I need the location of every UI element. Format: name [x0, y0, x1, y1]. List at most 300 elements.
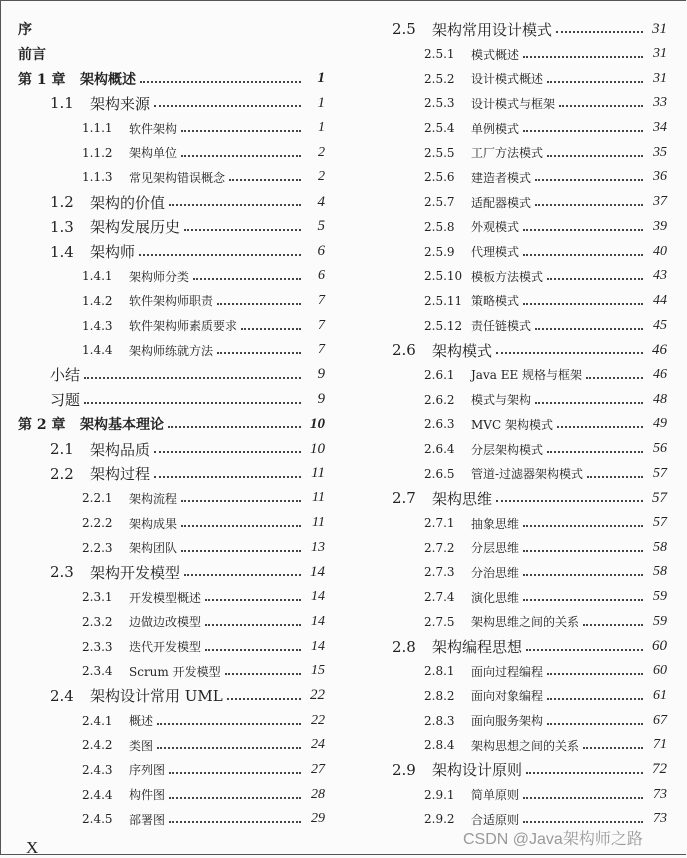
dot-leader — [587, 476, 643, 478]
toc-right-column — [345, 17, 677, 832]
toc-entry — [345, 511, 677, 536]
toc-entry — [345, 289, 677, 314]
dot-leader — [169, 797, 301, 799]
toc-entry-page: 11 — [311, 465, 325, 482]
dot-leader — [241, 328, 301, 330]
toc-entry-page: 9 — [317, 366, 325, 383]
toc-entry-number: 1.1.2 — [82, 145, 113, 160]
toc-entry-title: 架构师练就方法 — [129, 343, 214, 358]
dot-leader — [181, 525, 301, 527]
toc-entry — [345, 585, 677, 610]
dot-leader — [157, 747, 301, 749]
toc-entry-page: 14 — [311, 613, 325, 629]
toc-entry-page: 71 — [653, 737, 667, 753]
dot-leader — [523, 303, 643, 305]
dot-leader — [526, 772, 643, 774]
dot-leader — [547, 723, 643, 725]
toc-entry — [345, 437, 677, 462]
toc-entry-page: 72 — [652, 761, 667, 778]
toc-entry-number: 2.5.3 — [424, 96, 455, 111]
toc-entry-page: 45 — [653, 317, 667, 333]
toc-entry-page: 46 — [652, 341, 667, 358]
toc-entry — [0, 486, 335, 511]
toc-entry-title: MVC 架构模式 — [471, 417, 553, 432]
toc-entry-page: 27 — [311, 761, 325, 777]
toc-entry-page: 13 — [311, 539, 325, 555]
toc-entry-number: 2.2.1 — [82, 491, 113, 506]
dot-leader — [169, 821, 301, 823]
toc-entry-page: 46 — [653, 366, 667, 382]
toc-entry — [0, 610, 335, 635]
dot-leader — [547, 451, 643, 453]
dot-leader — [523, 599, 643, 601]
toc-entry-title: 面向对象编程 — [471, 689, 544, 704]
toc-entry-page: 7 — [318, 317, 325, 333]
dot-leader — [523, 821, 643, 823]
dot-leader — [523, 525, 643, 527]
toc-entry-title: Java EE 规格与框架 — [471, 368, 583, 383]
toc-entry-number: 2.6.5 — [424, 466, 455, 481]
toc-entry — [345, 239, 677, 264]
toc-entry-title: 架构概述 — [80, 71, 136, 88]
toc-entry-number: 2.4 — [50, 686, 74, 705]
toc-entry — [0, 684, 335, 709]
toc-entry-title: 架构过程 — [90, 465, 151, 484]
toc-entry — [0, 659, 335, 684]
toc-entry-title: 抽象思维 — [471, 516, 520, 531]
toc-entry-page: 58 — [653, 539, 667, 555]
toc-entry-number: 2.6.2 — [424, 392, 455, 407]
toc-entry-title: 架构的价值 — [90, 193, 166, 212]
toc-entry-page: 4 — [317, 193, 325, 210]
toc-entry-number: 2.9.1 — [424, 787, 455, 802]
toc-entry-title: 架构师 — [90, 243, 136, 262]
toc-entry-page: 6 — [318, 268, 325, 284]
toc-entry — [345, 42, 677, 67]
toc-entry-number: 2.6 — [392, 341, 416, 360]
footer-page-number: X — [26, 838, 39, 857]
toc-entry — [345, 91, 677, 116]
toc-entry-number: 2.3 — [50, 563, 74, 582]
toc-entry-page: 67 — [653, 712, 667, 728]
toc-entry — [0, 634, 335, 659]
toc-entry-title: 管道-过滤器架构模式 — [471, 467, 584, 482]
toc-entry-page: 11 — [312, 515, 325, 531]
toc-entry-number: 2.5.2 — [424, 71, 455, 86]
dot-leader — [140, 81, 301, 83]
toc-entry-number: 1.1.3 — [82, 170, 113, 185]
toc-entry-title: 架构思想之间的关系 — [471, 738, 580, 753]
toc-entry-page: 2 — [318, 144, 325, 160]
dot-leader — [523, 229, 643, 231]
toc-entry — [345, 733, 677, 758]
dot-leader — [154, 476, 301, 478]
toc-entry-title: 分治思维 — [471, 565, 520, 580]
toc-entry-number: 2.4.4 — [82, 787, 113, 802]
toc-entry-page: 57 — [653, 465, 667, 481]
dot-leader — [84, 377, 301, 379]
toc-entry-page: 22 — [310, 687, 325, 704]
toc-entry — [0, 560, 335, 585]
toc-entry-number: 2.4.2 — [82, 738, 113, 753]
toc-entry-number: 2.2.3 — [82, 540, 113, 555]
toc-entry-number: 序 — [18, 22, 32, 39]
watermark: CSDN @Java架构师之路 — [463, 831, 643, 848]
dot-leader — [523, 130, 643, 132]
toc-entry-number: 1.4.2 — [82, 293, 113, 308]
dot-leader — [535, 328, 643, 330]
toc-entry-number: 2.3.3 — [82, 639, 113, 654]
toc-entry-number: 2.6.4 — [424, 442, 455, 457]
toc-entry — [345, 610, 677, 635]
toc-entry-number: 2.2 — [50, 464, 74, 483]
toc-entry — [345, 782, 677, 807]
toc-entry-page: 43 — [653, 268, 667, 284]
toc-entry-number: 2.8 — [392, 637, 416, 656]
toc-entry-number: 2.5.1 — [424, 47, 455, 62]
toc-entry — [345, 313, 677, 338]
toc-entry-page: 10 — [310, 415, 325, 432]
toc-entry-page: 39 — [653, 218, 667, 234]
toc-entry — [0, 313, 335, 338]
toc-entry — [0, 807, 335, 832]
toc-entry — [345, 17, 677, 42]
toc-entry-title: 演化思维 — [471, 590, 520, 605]
dot-leader — [154, 105, 301, 107]
toc-entry — [0, 387, 335, 412]
toc-entry — [345, 634, 677, 659]
toc-entry-page: 36 — [653, 169, 667, 185]
toc-entry-page: 11 — [312, 490, 325, 506]
toc-entry — [0, 289, 335, 314]
toc-entry-page: 1 — [317, 70, 325, 87]
dot-leader — [557, 426, 643, 428]
toc-entry — [0, 165, 335, 190]
toc-entry-number: 2.7 — [392, 489, 416, 508]
toc-entry-page: 14 — [311, 589, 325, 605]
toc-entry-title: 单例模式 — [471, 121, 520, 136]
toc-entry — [345, 66, 677, 91]
toc-entry-title: 分层思维 — [471, 541, 520, 556]
toc-entry-number: 2.7.1 — [424, 516, 455, 531]
toc-entry — [0, 338, 335, 363]
dot-leader — [217, 352, 301, 354]
toc-entry-page: 48 — [653, 391, 667, 407]
dot-leader — [184, 229, 301, 231]
toc-entry — [345, 338, 677, 363]
dot-leader — [547, 155, 643, 157]
toc-entry-page: 10 — [310, 440, 325, 457]
toc-entry — [345, 684, 677, 709]
toc-entry — [345, 190, 677, 215]
dot-leader — [169, 204, 301, 206]
toc-entry — [345, 215, 677, 240]
toc-entry-number: 前言 — [18, 47, 46, 64]
dot-leader — [496, 500, 643, 502]
dot-leader — [157, 723, 301, 725]
toc-entry — [0, 412, 335, 437]
toc-entry-number: 2.4.3 — [82, 762, 113, 777]
toc-entry-page: 60 — [653, 663, 667, 679]
dot-leader — [84, 402, 301, 404]
toc-entry — [0, 239, 335, 264]
toc-entry — [0, 461, 335, 486]
toc-entry-title: 架构编程思想 — [432, 638, 523, 657]
toc-entry-title: 架构设计常用 UML — [90, 687, 223, 706]
toc-entry — [0, 42, 335, 67]
toc-entry-title: 架构模式 — [432, 341, 493, 360]
toc-entry — [0, 585, 335, 610]
toc-entry-number: 2.7.2 — [424, 540, 455, 555]
toc-entry-title: 工厂方法模式 — [471, 146, 544, 161]
dot-leader — [181, 550, 301, 552]
toc-entry-title: 架构流程 — [129, 491, 178, 506]
toc-entry-title: 分层架构模式 — [471, 442, 544, 457]
toc-entry-number: 1.1.1 — [82, 121, 113, 136]
toc-entry-page: 14 — [310, 563, 325, 580]
toc-entry-title: 小结 — [50, 366, 81, 385]
toc-entry-number: 2.5.6 — [424, 170, 455, 185]
toc-entry-page: 31 — [653, 70, 667, 86]
toc-entry — [0, 437, 335, 462]
toc-entry — [0, 535, 335, 560]
dot-leader — [535, 402, 643, 404]
toc-entry-page: 57 — [653, 515, 667, 531]
dot-leader — [535, 204, 643, 206]
toc-entry-page: 31 — [652, 20, 667, 37]
toc-left-column — [0, 17, 335, 832]
dot-leader — [205, 599, 301, 601]
dot-leader — [181, 500, 301, 502]
toc-entry-number: 2.9.2 — [424, 812, 455, 827]
toc-entry-title: 责任链模式 — [471, 319, 532, 334]
toc-entry-number: 2.7.5 — [424, 614, 455, 629]
toc-entry-number: 2.9 — [392, 760, 416, 779]
toc-entry — [345, 486, 677, 511]
toc-entry-title: 模板方法模式 — [471, 269, 544, 284]
toc-entry-title: 概述 — [129, 714, 154, 729]
dot-leader — [556, 31, 643, 33]
toc-entry-number: 第 1 章 — [18, 71, 66, 88]
toc-entry — [0, 17, 335, 42]
toc-entry-number: 2.3.4 — [82, 664, 113, 679]
toc-entry-page: 5 — [317, 218, 325, 235]
toc-entry — [345, 165, 677, 190]
toc-entry — [345, 659, 677, 684]
toc-entry-title: 架构来源 — [90, 94, 151, 113]
toc-entry-title: 架构开发模型 — [90, 563, 181, 582]
dot-leader — [586, 377, 643, 379]
toc-entry-title: 面向过程编程 — [471, 664, 544, 679]
toc-entry-title: 架构团队 — [129, 541, 178, 556]
toc-entry-page: 7 — [318, 342, 325, 358]
toc-entry-page: 73 — [653, 786, 667, 802]
toc-entry-title: 序列图 — [129, 763, 166, 778]
toc-entry-page: 33 — [653, 95, 667, 111]
toc-entry-number: 1.4.3 — [82, 318, 113, 333]
toc-entry-title: 开发模型概述 — [129, 590, 202, 605]
dot-leader — [523, 254, 643, 256]
dot-leader — [523, 797, 643, 799]
toc-entry-title: 软件架构 — [129, 121, 178, 136]
toc-entry — [345, 461, 677, 486]
toc-entry-title: 架构基本理论 — [80, 417, 164, 434]
dot-leader — [205, 649, 301, 651]
toc-entry-page: 2 — [318, 169, 325, 185]
toc-entry-page: 34 — [653, 120, 667, 136]
dot-leader — [523, 550, 643, 552]
toc-entry-title: 模式与架构 — [471, 393, 532, 408]
toc-entry — [0, 215, 335, 240]
toc-entry-title: 部署图 — [129, 812, 166, 827]
toc-entry-number: 2.8.1 — [424, 664, 455, 679]
toc-entry — [345, 708, 677, 733]
dot-leader — [547, 673, 643, 675]
toc-entry — [345, 412, 677, 437]
toc-entry-number: 2.2.2 — [82, 516, 113, 531]
toc-entry-number: 1.4 — [50, 242, 74, 261]
toc-entry-title: 架构思维 — [432, 489, 493, 508]
toc-entry-title: 简单原则 — [471, 788, 520, 803]
toc-entry-page: 59 — [653, 613, 667, 629]
toc-entry-number: 2.5.8 — [424, 219, 455, 234]
toc-entry-number: 1.1 — [50, 94, 74, 113]
toc-entry-page: 40 — [653, 243, 667, 259]
toc-entry-page: 7 — [318, 292, 325, 308]
toc-entry — [345, 387, 677, 412]
toc-entry-page: 9 — [317, 391, 325, 408]
toc-entry-number: 2.4.5 — [82, 812, 113, 827]
toc-entry-page: 49 — [653, 416, 667, 432]
toc-entry — [0, 116, 335, 141]
dot-leader — [559, 105, 643, 107]
dot-leader — [496, 352, 643, 354]
toc-entry-number: 1.2 — [50, 193, 74, 212]
dot-leader — [583, 747, 643, 749]
toc-entry-title: 架构发展历史 — [90, 218, 181, 237]
toc-entry-number: 2.5.9 — [424, 244, 455, 259]
toc-entry — [0, 264, 335, 289]
toc-entry — [0, 140, 335, 165]
toc-entry — [0, 66, 335, 91]
toc-entry-number: 2.3.1 — [82, 590, 113, 605]
toc-entry-title: 架构品质 — [90, 440, 151, 459]
toc-entry — [0, 708, 335, 733]
toc-entry — [345, 560, 677, 585]
toc-entry-number: 第 2 章 — [18, 417, 66, 434]
toc-entry-title: 建造者模式 — [471, 170, 532, 185]
toc-entry — [0, 511, 335, 536]
toc-entry-title: 软件架构师职责 — [129, 294, 214, 309]
dot-leader — [229, 179, 301, 181]
toc-entry-title: 模式概述 — [471, 47, 520, 62]
toc-entry-page: 60 — [652, 638, 667, 655]
toc-entry-page: 73 — [653, 811, 667, 827]
toc-entry-title: 代理模式 — [471, 245, 520, 260]
toc-entry-number: 2.3.2 — [82, 614, 113, 629]
toc-entry-number: 2.7.3 — [424, 565, 455, 580]
dot-leader — [139, 254, 301, 256]
toc-entry-number: 2.6.3 — [424, 417, 455, 432]
dot-leader — [535, 179, 643, 181]
toc-entry-page: 6 — [317, 243, 325, 260]
toc-entry-page: 22 — [311, 712, 325, 728]
toc-entry-title: 习题 — [50, 391, 81, 410]
dot-leader — [227, 698, 301, 700]
toc-entry — [0, 758, 335, 783]
toc-entry-number: 2.4.1 — [82, 713, 113, 728]
toc-entry-page: 56 — [653, 441, 667, 457]
toc-entry-page: 37 — [653, 194, 667, 210]
toc-entry — [345, 116, 677, 141]
toc-entry-page: 28 — [311, 786, 325, 802]
toc-entry-page: 57 — [652, 489, 667, 506]
toc-entry-title: 常见架构错误概念 — [129, 170, 226, 185]
toc-entry-title: 设计模式与框架 — [471, 96, 556, 111]
toc-entry-number: 1.3 — [50, 217, 74, 236]
dot-leader — [526, 649, 643, 651]
dot-leader — [193, 278, 301, 280]
toc-entry-title: 策略模式 — [471, 294, 520, 309]
toc-entry-number: 2.5.12 — [424, 318, 463, 333]
toc-entry — [345, 264, 677, 289]
toc-entry — [0, 190, 335, 215]
dot-leader — [154, 451, 301, 453]
toc-entry-page: 61 — [653, 687, 667, 703]
toc-entry-title: 架构成果 — [129, 516, 178, 531]
toc-entry-number: 2.8.4 — [424, 738, 455, 753]
toc-entry-number: 1.4.4 — [82, 343, 113, 358]
toc-entry-title: 架构设计原则 — [432, 761, 523, 780]
toc-entry-number: 2.6.1 — [424, 367, 455, 382]
toc-entry-page: 35 — [653, 144, 667, 160]
toc-entry — [345, 363, 677, 388]
toc-entry — [0, 363, 335, 388]
toc-entry-title: Scrum 开发模型 — [129, 664, 221, 679]
toc-entry-number: 2.5 — [392, 20, 416, 39]
toc-entry-number: 2.5.10 — [424, 269, 463, 284]
dot-leader — [168, 426, 301, 428]
toc-entry-title: 面向服务架构 — [471, 714, 544, 729]
dot-leader — [225, 673, 301, 675]
toc-entry-page: 29 — [311, 811, 325, 827]
toc-entry — [0, 91, 335, 116]
toc-entry-page: 15 — [311, 663, 325, 679]
dot-leader — [583, 624, 643, 626]
toc-entry-page: 44 — [653, 292, 667, 308]
toc-entry — [0, 733, 335, 758]
toc-entry-page: 1 — [318, 120, 325, 136]
toc-entry-title: 构件图 — [129, 788, 166, 803]
dot-leader — [184, 574, 301, 576]
toc-entry — [345, 535, 677, 560]
toc-entry-title: 类图 — [129, 738, 154, 753]
dot-leader — [523, 56, 643, 58]
toc-entry-page: 58 — [653, 564, 667, 580]
dot-leader — [547, 278, 643, 280]
toc-entry-page: 31 — [653, 46, 667, 62]
toc-entry-title: 迭代开发模型 — [129, 640, 202, 655]
toc-entry-title: 设计模式概述 — [471, 72, 544, 87]
toc-entry-title: 架构思维之间的关系 — [471, 615, 580, 630]
toc-entry-page: 14 — [311, 638, 325, 654]
toc-entry-page: 24 — [311, 737, 325, 753]
dot-leader — [547, 81, 643, 83]
toc-entry-number: 2.5.11 — [424, 293, 463, 308]
toc-entry-number: 2.5.7 — [424, 195, 455, 210]
toc-entry-number: 2.7.4 — [424, 590, 455, 605]
dot-leader — [169, 772, 301, 774]
